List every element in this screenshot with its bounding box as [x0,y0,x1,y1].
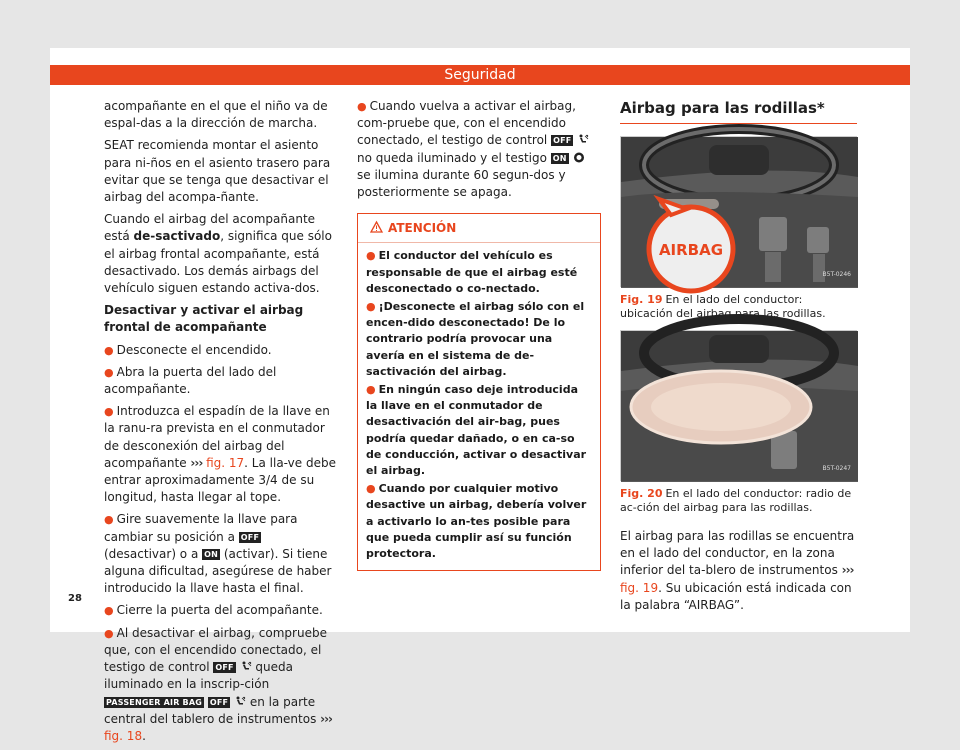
column-left [104,98,336,750]
off-indicator-icon: OFF [553,136,572,146]
page-number: 28 [68,593,82,604]
arrow-icon: ››› [320,711,332,726]
section-header: Seguridad [50,65,910,85]
paragraph: SEAT recomienda montar el asiento para ni-ños en el asiento trasero para evitar que se tenga que desactivar el airbag del acompa-ñante. [104,138,331,205]
paragraph: Cuando el airbag del acompañante está de-sactivado, significa que sólo el airbag frontal acompañante, está desactivado. Los demás airbags del vehículo siguen estando activa-dos. [104,212,332,296]
off-indicator-icon: OFF [209,697,229,707]
list-item: ● El conductor del vehículo es responsable de que el airbag esté desconectado o co-nectado. [366,249,578,295]
paragraph: El airbag para las rodillas se encuentra en el lado del conductor, en la zona inferior del ta-blero de instrumentos ››› fig. 19. Su ubicación está indicada con la palabra “AIRBAG”. [620,529,855,612]
list-item: ● Cuando por cualquier motivo desactive un airbag, debería volver a activarlo lo an-tes posible para que pueda cumplir así su función protectora. [366,482,587,561]
manual-page [50,48,910,743]
warning-box [357,213,601,571]
bullet-icon: ● [366,249,376,263]
figure-code: B5T-0247 [822,464,851,472]
arrow-icon: ››› [841,563,854,578]
list-item: ● ¡Desconecte el airbag sólo con el encen-dido desconectado! De lo contrario podría provocar una avería en el sistema de de-sactivación del airbag. [366,300,585,378]
list-item: ● Introduzca el espadín de la llave en la ranu-ra prevista en el conmutador de desconexión del airbag del acompañante ››› fig. 17. La lla-ve debe entrar aproximadamente 3/4 de su longitud, hasta llegar al tope. [104,404,336,505]
subheading: Desactivar y activar el airbag frontal de acompañante [104,303,304,335]
airbag-label: AIRBAG [658,241,724,259]
bullet-icon: ● [366,482,376,496]
passenger-airbag-label: PASSENGER AIR BAG [106,697,202,707]
list-item: ● Abra la puerta del lado del acompañante. [104,364,277,397]
column-right [620,98,857,619]
passenger-airbag-icon [234,696,246,707]
arrow-icon: ››› [190,455,203,470]
bullet-icon: ● [366,300,376,314]
figure-knee-airbag-location [620,136,857,287]
on-indicator-icon: ON [204,549,219,559]
list-item: ● Cierre la puerta del acompañante. [104,603,323,618]
list-item: ● Cuando vuelva a activar el airbag, com-pruebe que, con el encendido conectado, el testigo de control OFF no queda iluminado y el testigo ON se ilumina durante 60 segun-dos y posteriormente se apaga. [357,98,601,201]
bullet-icon: ● [104,343,114,357]
bullet-icon: ● [357,100,367,113]
off-indicator-icon: OFF [240,532,260,542]
airbag-on-icon [573,152,585,163]
warning-body [358,243,600,570]
bullet-icon: ● [104,626,114,640]
figure-caption: Fig. 20 En el lado del conductor: radio de ac-ción del airbag para las rodillas. [620,487,852,514]
figure-code: B5T-0246 [822,270,851,278]
column-middle [357,98,601,571]
bullet-icon: ● [104,365,114,379]
figure-link[interactable]: fig. 17 [206,455,245,470]
list-item: ● En ningún caso deje introducida la llave en el conmutador de desactivación del air-bag, pues podría quedar dañado, o en ca-so de conducción, activar o desactivar el airbag. [366,383,587,478]
off-indicator-icon: OFF [215,663,234,673]
list-item: ● Al desactivar el airbag, compruebe que, con el encendido conectado, el testigo de control OFF queda iluminado en la inscrip-ción PASSENGER AIR BAG OFF en la parte central del tablero de instrumentos ››› fig. 18. [104,625,332,743]
figure-link[interactable]: fig. 19 [620,580,659,595]
warning-header: ATENCIÓN [358,214,600,243]
on-indicator-icon: ON [552,153,567,163]
bullet-icon: ● [104,513,114,527]
passenger-airbag-icon [240,661,252,672]
section-title: Airbag para las rodillas* [620,98,857,124]
bullet-icon: ● [366,383,376,397]
warning-triangle-icon [370,221,383,233]
passenger-airbag-icon [577,134,589,145]
bullet-icon: ● [104,604,114,618]
list-item: ● Desconecte el encendido. [104,342,272,357]
figure-knee-airbag-range [620,330,857,481]
bullet-icon: ● [104,405,114,419]
figure-link[interactable]: fig. 18 [104,728,143,743]
paragraph: acompañante en el que el niño va de espal-das a la dirección de marcha. [104,99,328,131]
figure-caption: Fig. 19 En el lado del conductor: ubicación del airbag para las rodillas. [620,293,826,320]
list-item: ● Gire suavemente la llave para cambiar su posición a OFF (desactivar) o a ON (activar). Si tiene alguna dificultad, asegúrese de haber introducido la llave hasta el final. [104,512,332,596]
